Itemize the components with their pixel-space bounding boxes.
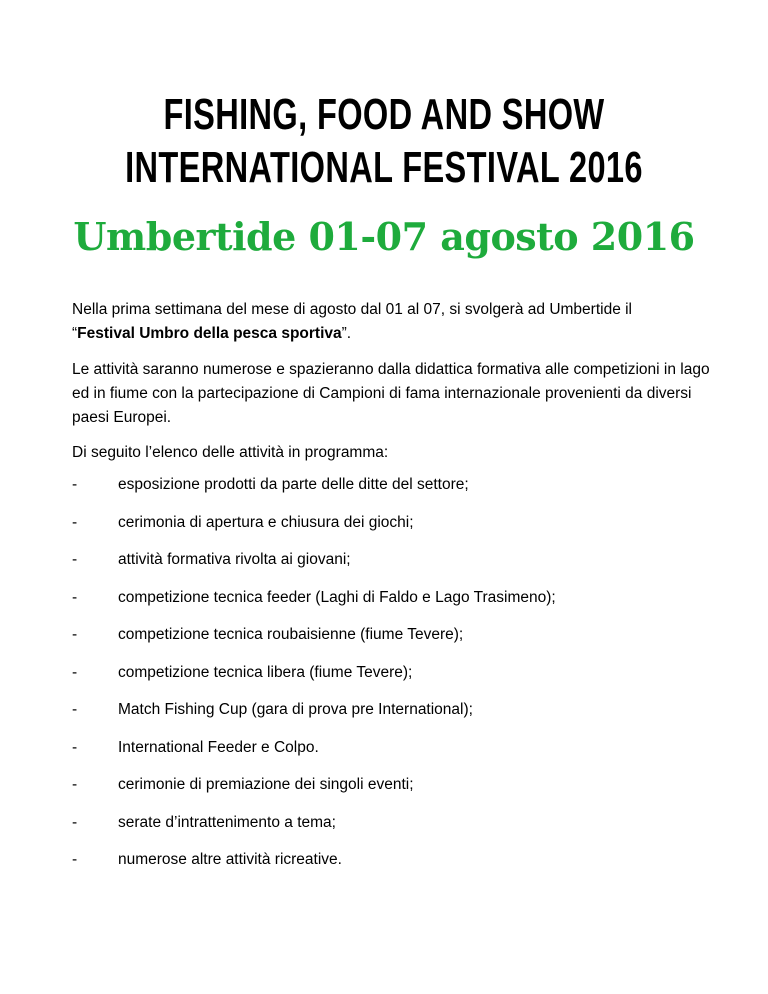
list-bullet: - [72, 776, 78, 793]
activities-paragraph: Le attività saranno numerose e spazieranno dalla didattica formativa alle competizioni in lago ed in fiume con la partecipazione di Campioni di fama internazionale provenienti da diversi paesi Europei. [72, 361, 710, 426]
list-bullet: - [72, 701, 78, 718]
list-bullet: - [72, 589, 78, 606]
list-bullet: - [72, 739, 78, 756]
list-item-text: competizione tecnica libera (fiume Tevere); [118, 664, 413, 681]
program-intro-paragraph: Di seguito l’elenco delle attività in programma: [72, 444, 389, 461]
list-item-text: esposizione prodotti da parte delle ditte del settore; [118, 476, 469, 493]
festival-name: Festival Umbro della pesca sportiva [77, 325, 342, 342]
quote-open: “ [72, 325, 78, 342]
list-bullet: - [72, 514, 78, 531]
list-item-text: attività formativa rivolta ai giovani; [118, 551, 351, 568]
quote-close: ”. [341, 325, 352, 342]
list-item-text: Match Fishing Cup (gara di prova pre International); [118, 701, 473, 718]
document-title-line-1: FISHING, FOOD AND SHOW [163, 90, 605, 139]
list-item-text: competizione tecnica feeder (Laghi di Faldo e Lago Trasimeno); [118, 589, 556, 606]
list-bullet: - [72, 851, 78, 868]
intro-text: Nella prima settimana del mese di agosto dal 01 al 07, si svolgerà ad Umbertide il [72, 301, 633, 318]
list-bullet: - [72, 626, 78, 643]
list-item-text: serate d’intrattenimento a tema; [118, 814, 336, 831]
list-item-text: competizione tecnica roubaisienne (fiume Tevere); [118, 626, 464, 643]
list-bullet: - [72, 551, 78, 568]
list-item-text: cerimonie di premiazione dei singoli eventi; [118, 776, 414, 793]
list-bullet: - [72, 664, 78, 681]
list-item-text: International Feeder e Colpo. [118, 739, 319, 756]
document-subtitle: Umbertide 01-07 agosto 2016 [73, 214, 695, 259]
list-item-text: numerose altre attività ricreative. [118, 851, 342, 868]
intro-paragraph [72, 298, 712, 346]
list-bullet: - [72, 814, 78, 831]
document-title-line-2: INTERNATIONAL FESTIVAL 2016 [125, 143, 643, 192]
list-item-text: cerimonia di apertura e chiusura dei giochi; [118, 514, 414, 531]
list-bullet: - [72, 476, 78, 493]
